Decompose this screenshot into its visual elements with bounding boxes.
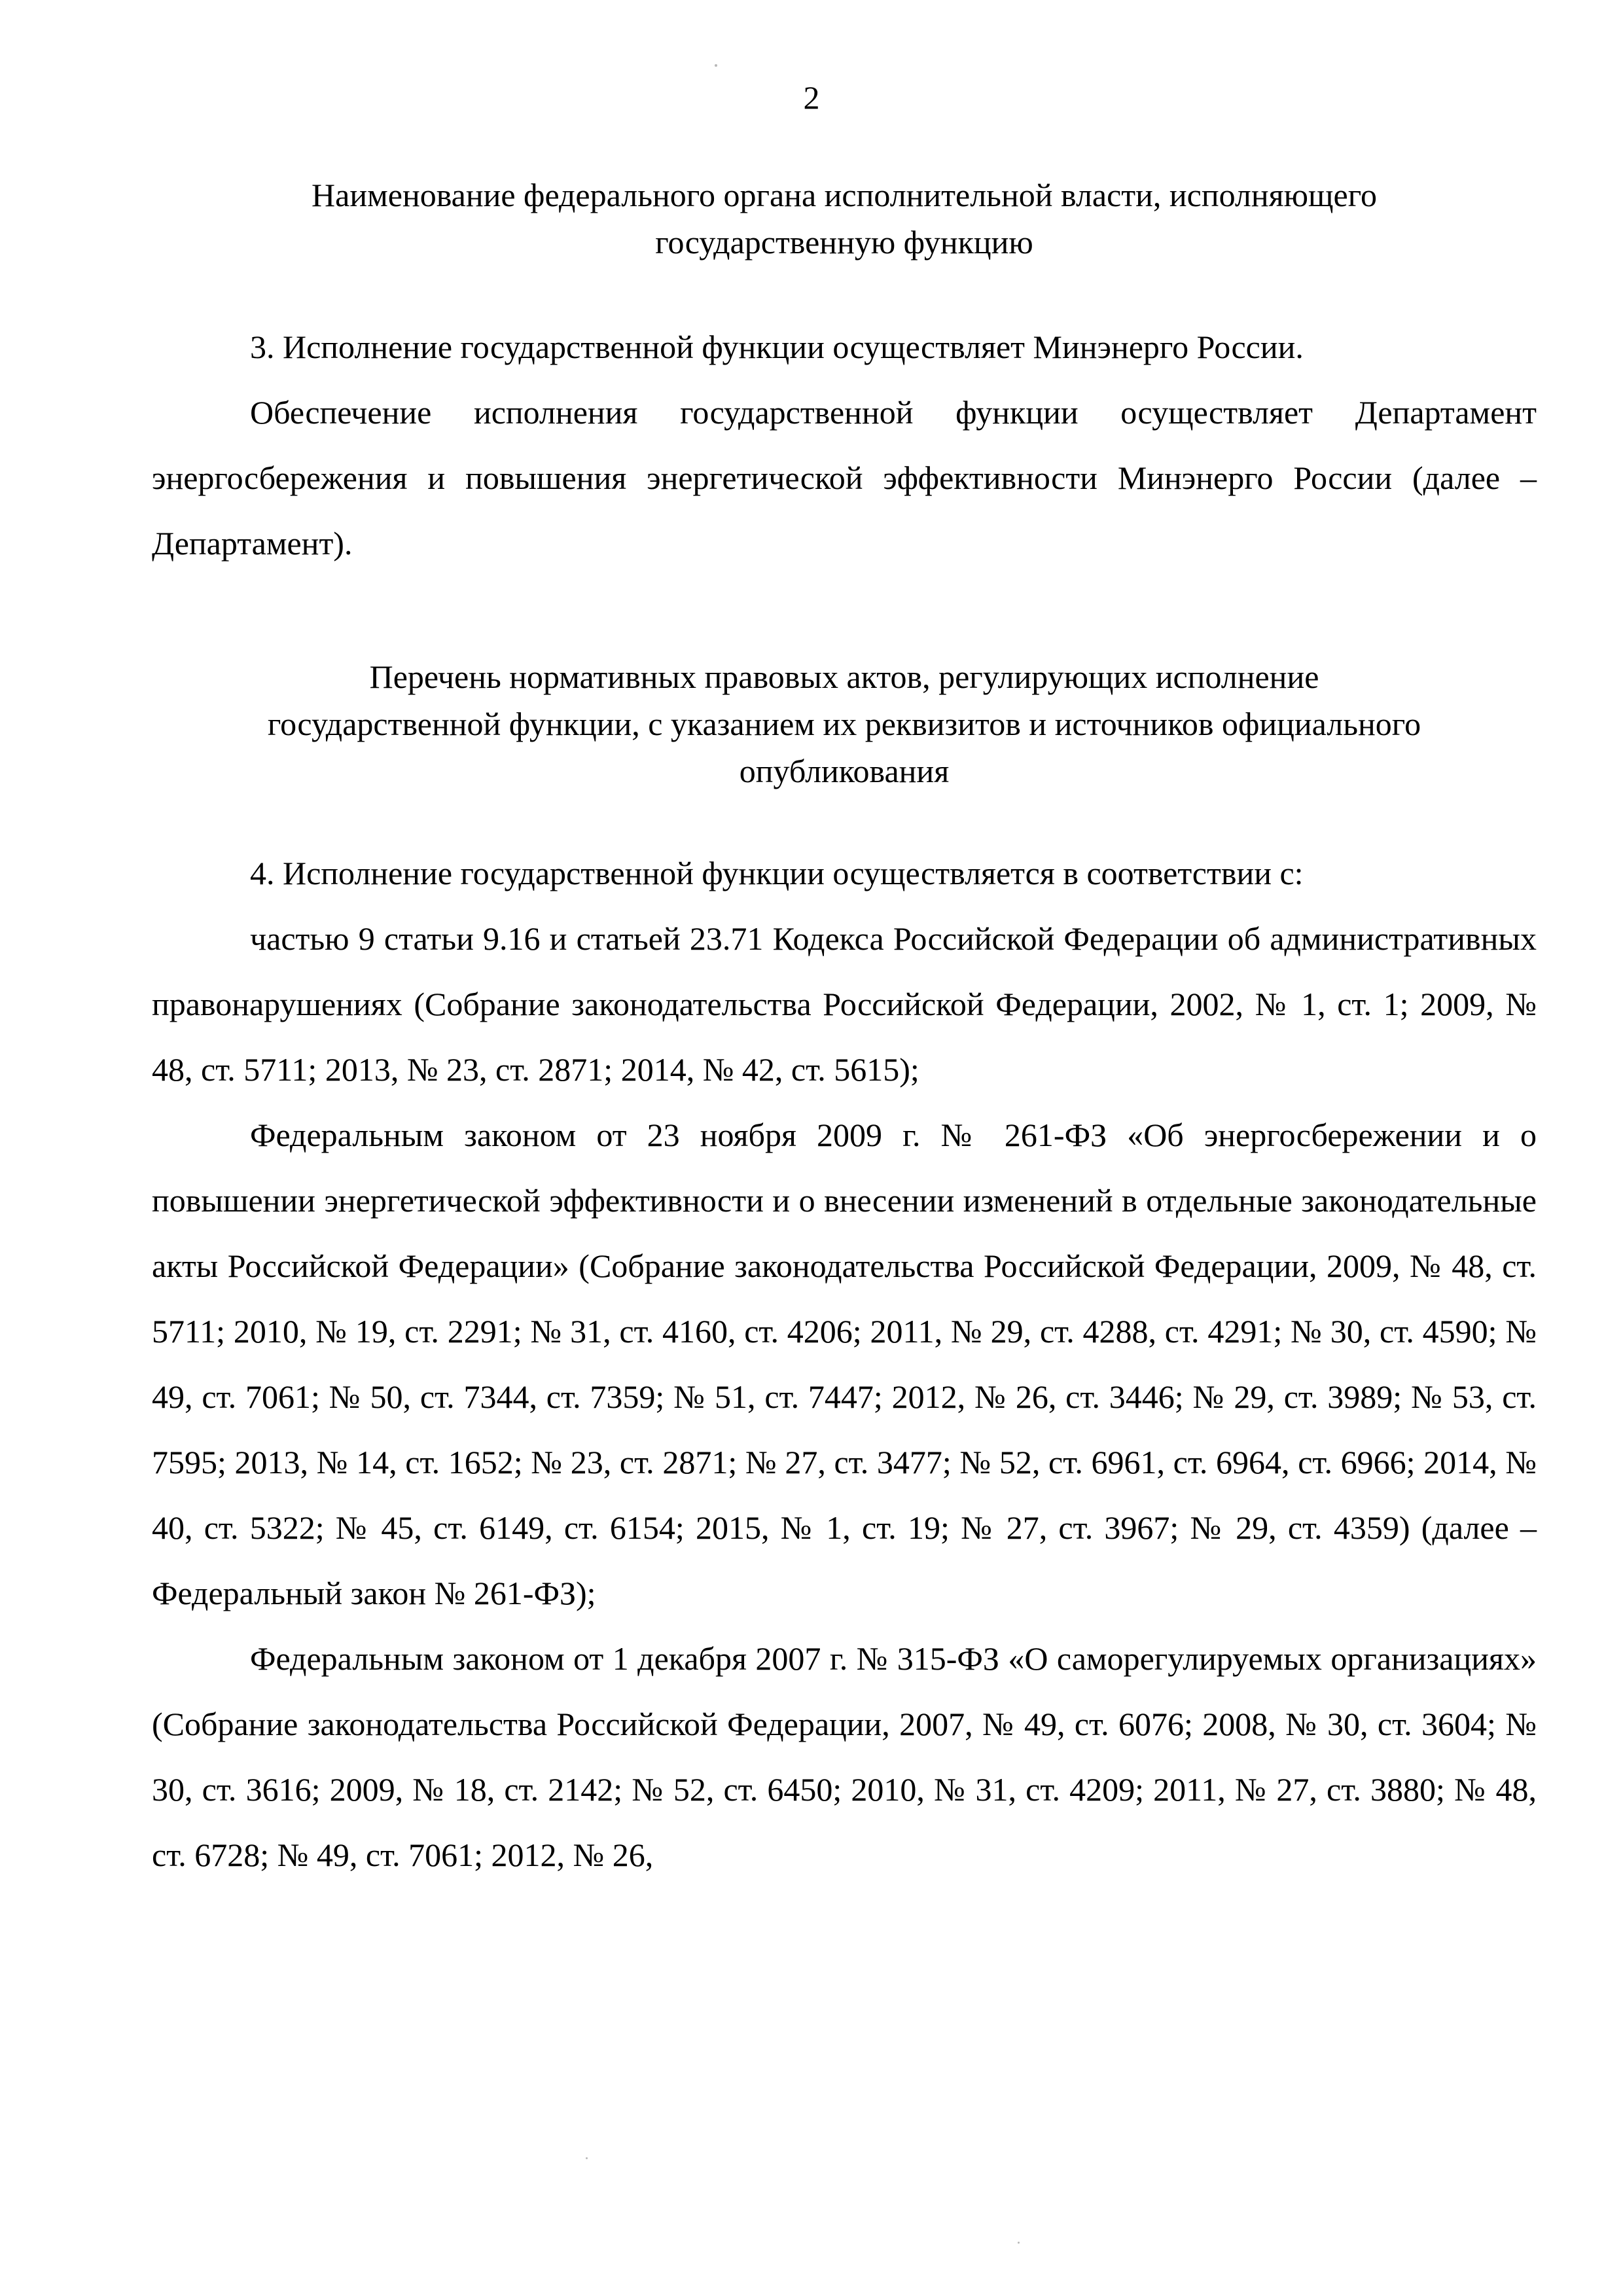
- paragraph-intro: 4. Исполнение государственной функции осуществляется в соответствии с:: [250, 855, 1304, 891]
- scan-artifact: [1018, 2242, 1020, 2244]
- heading-line: государственной функции, с указанием их реквизитов и источников официального: [267, 706, 1421, 742]
- scan-artifact: [586, 2157, 588, 2159]
- heading-line: Наименование федерального органа исполнительной власти, исполняющего: [312, 177, 1377, 213]
- paragraph: 3. Исполнение государственной функции осуществляет Минэнерго России.: [250, 329, 1304, 365]
- scan-artifact: [715, 64, 717, 67]
- list-item: Федеральным законом от 23 ноября 2009 г. № 261-ФЗ «Об энергосбережении и о повышении энергетической эффективности и о внесении изменений в отдельные законодательные акты Российской Федерации» (Собрание законодательства Российской Федерации, 2009, № 48, ст. 5711; 2010, № 19, ст. 2291; № 31, ст. 4160, ст. 4206; 2011, № 29, ст. 4288, ст. 4291; № 30, ст. 4590; № 49, ст. 7061; № 50, ст. 7344, ст. 7359; № 51, ст. 7447; 2012, № 26, ст. 3446; № 29, ст. 3989; № 53, ст. 7595; 2013, № 14, ст. 1652; № 23, ст. 2871; № 27, ст. 3477; № 52, ст. 6961, ст. 6964, ст. 6966; 2014, № 40, ст. 5322; № 45, ст. 6149, ст. 6154; 2015, № 1, ст. 19; № 27, ст. 3967; № 29, ст. 4359) (далее – Федеральный закон № 261-ФЗ);: [152, 1117, 1537, 1611]
- heading-legal-acts: [152, 653, 1537, 795]
- paragraph: Обеспечение исполнения государственной функции осуществляет Департамент энергосбережения и повышения энергетической эффективности Минэнерго России (далее – Департамент).: [152, 394, 1537, 562]
- heading-line: опубликования: [739, 753, 950, 789]
- section-3: [152, 314, 1537, 576]
- heading-line: Перечень нормативных правовых актов, регулирующих исполнение: [369, 658, 1319, 695]
- heading-executive-body: [152, 171, 1537, 266]
- heading-line: государственную функцию: [655, 224, 1033, 260]
- list-item: частью 9 статьи 9.16 и статьей 23.71 Кодекса Российской Федерации об административных правонарушениях (Собрание законодательства Российской Федерации, 2002, № 1, ст. 1; 2009, № 48, ст. 5711; 2013, № 23, ст. 2871; 2014, № 42, ст. 5615);: [152, 920, 1537, 1088]
- page-number: 2: [803, 79, 820, 116]
- list-item: Федеральным законом от 1 декабря 2007 г. № 315-ФЗ «О саморегулируемых организациях» (Собрание законодательства Российской Федерации, 2007, № 49, ст. 6076; 2008, № 30, ст. 3604; № 30, ст. 3616; 2009, № 18, ст. 2142; № 52, ст. 6450; 2010, № 31, ст. 4209; 2011, № 27, ст. 3880; № 48, ст. 6728; № 49, ст. 7061; 2012, № 26,: [152, 1640, 1537, 1873]
- section-4: [152, 840, 1537, 1888]
